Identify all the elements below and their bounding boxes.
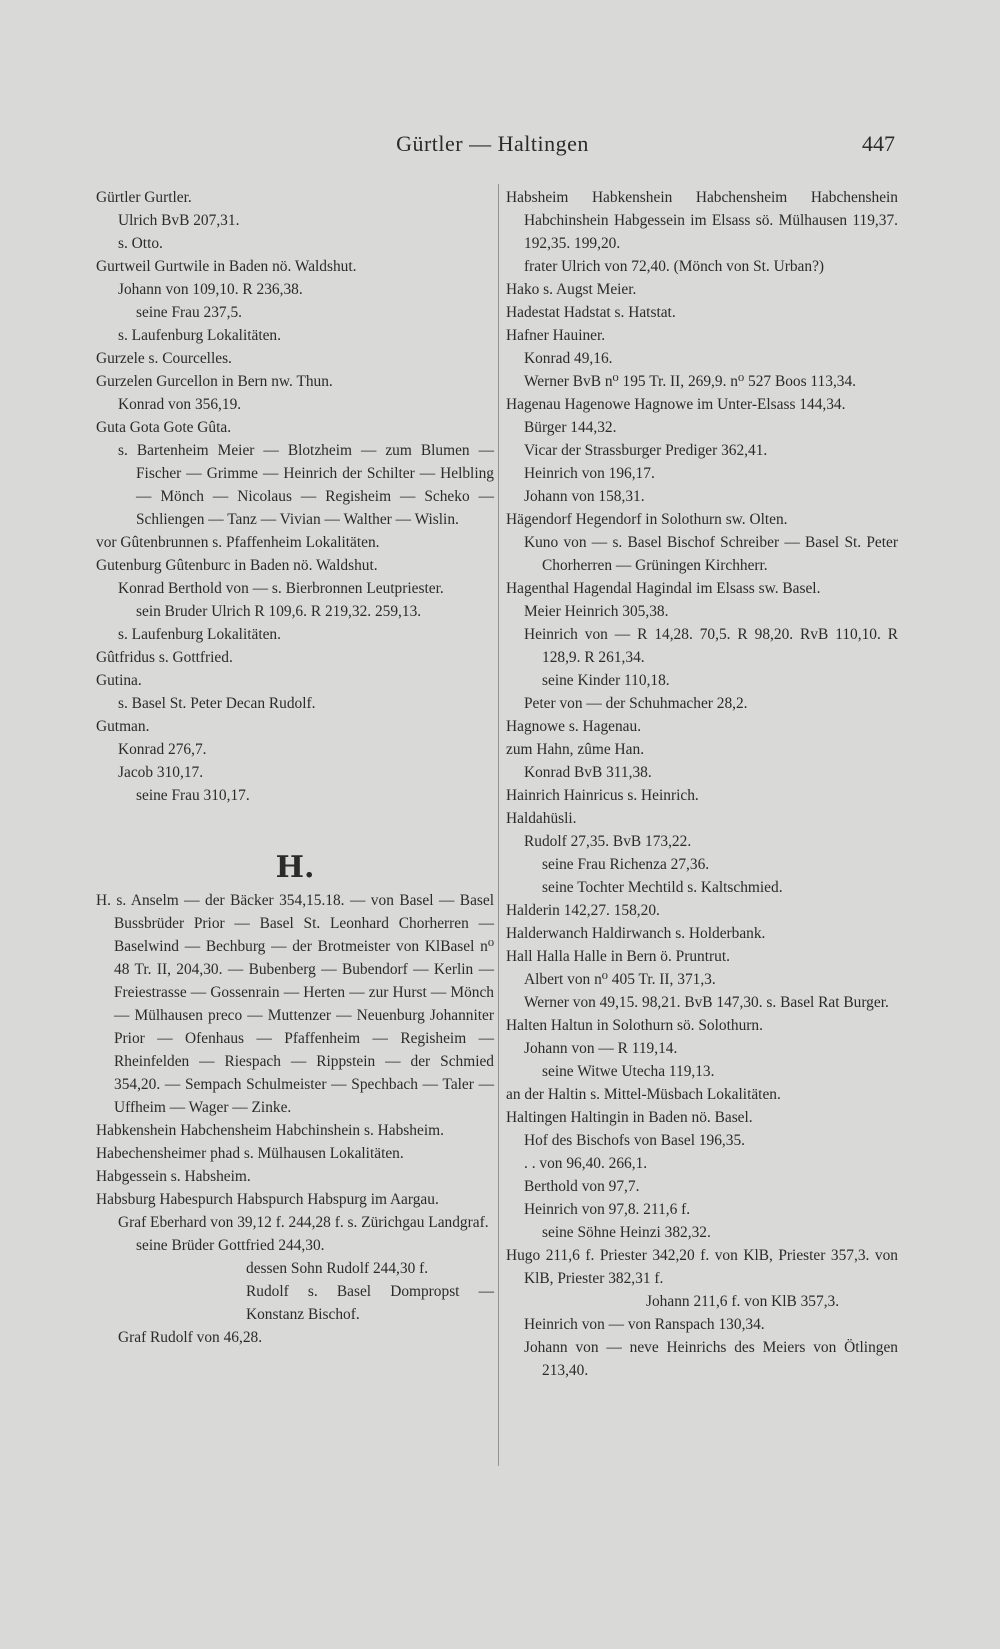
- index-entry: Gurtweil Gurtwile in Baden nö. Waldshut.: [96, 258, 357, 275]
- section-letter: H.: [275, 850, 315, 885]
- index-entry: s. Otto.: [118, 235, 163, 252]
- index-entry: Berthold von 97,7.: [524, 1178, 640, 1195]
- index-entry: Halderwanch Haldirwanch s. Holderbank.: [506, 925, 766, 942]
- index-entry: Hafner Hauiner.: [506, 327, 606, 344]
- index-entry: Heinrich von 196,17.: [524, 465, 655, 482]
- index-entry: s. Laufenburg Lokalitäten.: [118, 626, 281, 643]
- index-entry: Johann von 109,10. R 236,38.: [118, 281, 303, 298]
- index-entry: Hadestat Hadstat s. Hatstat.: [506, 304, 676, 321]
- index-entry: seine Frau 237,5.: [136, 304, 243, 321]
- index-entry: Albert von n⁰ 405 Tr. II, 371,3.: [524, 971, 716, 988]
- index-entry: Habgessein s. Habsheim.: [96, 1168, 251, 1185]
- column-divider: [498, 184, 499, 1466]
- index-entry: Rudolf 27,35. BvB 173,22.: [524, 833, 692, 850]
- index-entry: seine Kinder 110,18.: [542, 672, 670, 689]
- index-entry: Hako s. Augst Meier.: [506, 281, 637, 298]
- index-entry: seine Frau 310,17.: [136, 787, 250, 804]
- index-entry: Konrad 276,7.: [118, 741, 207, 758]
- right-entries: [506, 186, 898, 1382]
- index-entry: sein Bruder Ulrich R 109,6. R 219,32. 259,13.: [136, 603, 422, 620]
- index-entry: seine Frau Richenza 27,36.: [542, 856, 710, 873]
- index-entry: dessen Sohn Rudolf 244,30 f.: [246, 1260, 429, 1277]
- index-entry: frater Ulrich von 72,40. (Mönch von St. Urban?): [524, 258, 825, 275]
- index-entry: Werner von 49,15. 98,21. BvB 147,30. s. Basel Rat Burger.: [524, 994, 889, 1011]
- index-entry: Gutman.: [96, 718, 150, 735]
- index-entry: s. Basel St. Peter Decan Rudolf.: [118, 695, 316, 712]
- index-entry: Rudolf s. Basel Dompropst — Konstanz Bischof.: [246, 1283, 494, 1323]
- index-entry: s. Laufenburg Lokalitäten.: [118, 327, 281, 344]
- index-entry: Halten Haltun in Solothurn sö. Solothurn.: [506, 1017, 763, 1034]
- index-entry: Johann 211,6 f. von KlB 357,3.: [646, 1293, 840, 1310]
- index-entry: Heinrich von — von Ranspach 130,34.: [524, 1316, 765, 1333]
- index-entry: seine Brüder Gottfried 244,30.: [136, 1237, 325, 1254]
- index-entry: Heinrich von — R 14,28. 70,5. R 98,20. RvB 110,10. R 128,9. R 261,34.: [524, 626, 898, 666]
- index-entry: Haltingen Haltingin in Baden nö. Basel.: [506, 1109, 753, 1126]
- index-entry: Konrad von 356,19.: [118, 396, 242, 413]
- index-entry: zum Hahn, zûme Han.: [506, 741, 645, 758]
- index-entry: Johann von — neve Heinrichs des Meiers von Ötlingen 213,40.: [524, 1339, 898, 1379]
- index-entry: Hägendorf Hegendorf in Solothurn sw. Olten.: [506, 511, 788, 528]
- index-entry: Gurzelen Gurcellon in Bern nw. Thun.: [96, 373, 333, 390]
- index-entry: seine Söhne Heinzi 382,32.: [542, 1224, 711, 1241]
- index-entry: Konrad Berthold von — s. Bierbronnen Leutpriester.: [118, 580, 444, 597]
- index-entry: Habkenshein Habchensheim Habchinshein s. Habsheim.: [96, 1122, 444, 1139]
- right-column: [506, 186, 898, 1382]
- index-entry: Graf Eberhard von 39,12 f. 244,28 f. s. Zürichgau Landgraf.: [118, 1214, 489, 1231]
- index-entry: Johann von 158,31.: [524, 488, 645, 505]
- index-entry: Kuno von — s. Basel Bischof Schreiber — Basel St. Peter Chorherren — Grüningen Kirchherr.: [524, 534, 898, 574]
- index-entry: Peter von — der Schuhmacher 28,2.: [524, 695, 748, 712]
- index-entry: Heinrich von 97,8. 211,6 f.: [524, 1201, 691, 1218]
- index-entry: Hagenthal Hagendal Hagindal im Elsass sw. Basel.: [506, 580, 821, 597]
- index-entry: s. Bartenheim Meier — Blotzheim — zum Blumen — Fischer — Grimme — Heinrich der Schilter — Helbling — Mönch — Nicolaus — Regisheim — Scheko — Schliengen — Tanz — Vivian — Walther — Wislin.: [118, 442, 494, 528]
- index-entry: . . von 96,40. 266,1.: [524, 1155, 648, 1172]
- index-entry: Konrad BvB 311,38.: [524, 764, 652, 781]
- index-entry: Hagnowe s. Hagenau.: [506, 718, 642, 735]
- index-entry: Vicar der Strassburger Prediger 362,41.: [524, 442, 768, 459]
- index-entry: Habsheim Habkenshein Habchensheim Habchenshein Habchinshein Habgessein im Elsass sö. Mülhausen 119,37. 192,35. 199,20.: [506, 189, 898, 252]
- left-column: [96, 186, 494, 1349]
- index-entry: Haldahüsli.: [506, 810, 577, 827]
- index-entry: seine Tochter Mechtild s. Kaltschmied.: [542, 879, 783, 896]
- index-entry: Gurzele s. Courcelles.: [96, 350, 232, 367]
- index-entry: Werner BvB n⁰ 195 Tr. II, 269,9. n⁰ 527 Boos 113,34.: [524, 373, 857, 390]
- index-entry: H. s. Anselm — der Bäcker 354,15.18. — von Basel — Basel Bussbrüder Prior — Basel St. Leonhard Chorherren — Baselwind — Bechburg — der Brotmeister von KlBasel n⁰ 48 Tr. II, 204,30. — Bubenberg — Bubendorf — Kerlin — Freiestrasse — Gossenrain — Herten — zur Hurst — Mönch — Mülhausen preco — Muttenzer — Neuenburg Johanniter Prior — Ofenhaus — Pfaffenheim — Regisheim — Rheinfelden — Riespach — Rippstein — der Schmied 354,20. — Sempach Schulmeister — Spechbach — Taler — Uffheim — Wager — Zinke.: [96, 892, 494, 1116]
- index-entry: Hof des Bischofs von Basel 196,35.: [524, 1132, 746, 1149]
- index-entry: Meier Heinrich 305,38.: [524, 603, 669, 620]
- page-number: 447: [862, 131, 895, 156]
- index-entry: Habsburg Habespurch Habspurch Habspurg im Aargau.: [96, 1191, 439, 1208]
- index-entry: vor Gûtenbrunnen s. Pfaffenheim Lokalitäten.: [96, 534, 380, 551]
- index-entry: an der Haltin s. Mittel-Müsbach Lokalitäten.: [506, 1086, 781, 1103]
- index-entry: Gürtler Gurtler.: [96, 189, 192, 206]
- running-title: Gürtler — Haltingen: [396, 131, 589, 156]
- index-entry: Jacob 310,17.: [118, 764, 204, 781]
- index-entry: Hagenau Hagenowe Hagnowe im Unter-Elsass 144,34.: [506, 396, 846, 413]
- index-entry: Hainrich Hainricus s. Heinrich.: [506, 787, 699, 804]
- left-entries-h: [96, 889, 494, 1349]
- index-entry: seine Witwe Utecha 119,13.: [542, 1063, 715, 1080]
- index-entry: Gutenburg Gûtenburc in Baden nö. Waldshut.: [96, 557, 378, 574]
- index-entry: Guta Gota Gote Gûta.: [96, 419, 232, 436]
- index-entry: Habechensheimer phad s. Mülhausen Lokalitäten.: [96, 1145, 404, 1162]
- index-entry: Konrad 49,16.: [524, 350, 613, 367]
- index-entry: Hugo 211,6 f. Priester 342,20 f. von KlB, Priester 357,3. von KlB, Priester 382,31 f.: [506, 1247, 898, 1287]
- index-entry: Gutina.: [96, 672, 142, 689]
- index-entry: Ulrich BvB 207,31.: [118, 212, 240, 229]
- index-entry: Gûtfridus s. Gottfried.: [96, 649, 233, 666]
- index-entry: Bürger 144,32.: [524, 419, 617, 436]
- index-entry: Johann von — R 119,14.: [524, 1040, 678, 1057]
- index-entry: Halderin 142,27. 158,20.: [506, 902, 660, 919]
- left-entries: [96, 186, 494, 807]
- page-header: [90, 131, 895, 165]
- index-entry: Graf Rudolf von 46,28.: [118, 1329, 263, 1346]
- index-entry: Hall Halla Halle in Bern ö. Pruntrut.: [506, 948, 730, 965]
